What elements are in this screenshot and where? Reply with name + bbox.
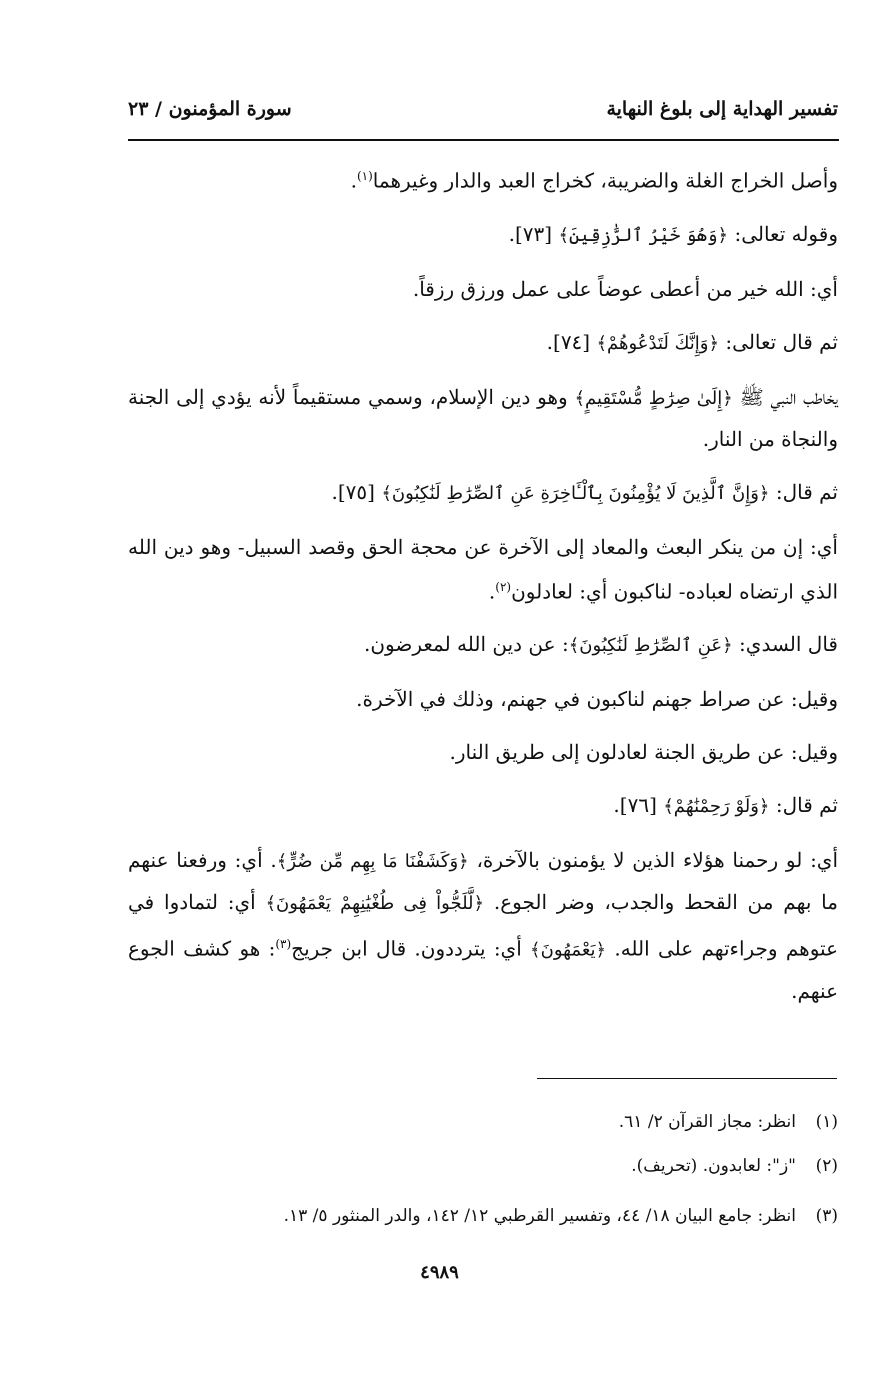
paragraph-6 — [128, 472, 838, 514]
paragraph-4 — [128, 322, 838, 364]
page-number: ٤٩٨٩ — [420, 1262, 459, 1283]
paragraph-5 — [128, 377, 838, 459]
paragraph-text: . أي: ورفعنا عنهم ما بهم من القحط والجدب، وضر الجوع. — [128, 848, 838, 915]
paragraph-1: وأصل الخراج الغلة والضريبة، كخراج العبد والدار وغيرهما$^{(١)}$. — [350, 168, 838, 193]
paragraph-11 — [128, 785, 838, 827]
book-title: تفسير الهداية إلى بلوغ النهاية — [606, 98, 838, 120]
paragraph-8 — [128, 624, 838, 666]
header-divider — [128, 139, 839, 141]
paragraph-text: أي: لتمادوا في عتوهم وجراءتهم على الله. — [128, 890, 839, 961]
paragraph-text: . — [488, 579, 496, 604]
quran-quote: ﴿إِلَىٰ صِرَٰطٍ مُّسْتَقِيمٍ﴾ — [574, 387, 733, 409]
paragraph-3 — [128, 269, 838, 309]
footnotes — [128, 1100, 838, 1238]
paragraph-text: ثم قال: — [769, 479, 838, 504]
paragraph-text: : هو كشف الجوع عنهم. — [128, 936, 838, 1003]
verse-number: [٧٦]. — [613, 793, 664, 818]
paragraph-text: ثم قال تعالى: — [719, 329, 838, 354]
footnote-number: (١) — [815, 1112, 838, 1132]
quran-quote: ﴿وَكَشَفْنَا مَا بِهِم مِّن ضُرٍّ﴾ — [276, 851, 469, 873]
paragraph-text: وهو دين الإسلام، وسمي مستقيماً لأنه يؤدي إلى الجنة والنجاة من النار. — [128, 384, 838, 451]
paragraph-12 — [128, 840, 838, 1011]
footnote-text: انظر: مجاز القرآن ٢/ ٦١. — [618, 1112, 796, 1132]
quran-quote: ﴿وَإِنَّكَ لَتَدْعُوهُمْ﴾ — [596, 332, 720, 354]
paragraph-text: ثم قال: — [769, 793, 838, 818]
footnote-divider — [537, 1078, 837, 1079]
paragraph-text: قال السدي: — [732, 632, 838, 657]
page-header — [128, 98, 838, 138]
footnote-item — [128, 1144, 838, 1188]
quran-quote: ﴿وَلَوْ رَحِمْنَٰهُمْ﴾ — [663, 796, 770, 818]
paragraph-text: : عن دين الله لمعرضون. — [363, 632, 569, 657]
footnote-ref-2[interactable]: (٢) — [495, 579, 512, 594]
footnote-text: انظر: جامع البيان ١٨/ ٤٤، وتفسير القرطبي ١٢/ ١٤٢، والدر المنثور ٥/ ١٣. — [283, 1206, 796, 1226]
paragraph-text: وقيل: عن طريق الجنة لعادلون إلى طريق النار. — [449, 740, 838, 765]
paragraph-10 — [128, 732, 838, 772]
footnote-ref-1[interactable]: (١) — [356, 169, 373, 183]
quran-quote: ﴿وَهُوَ خَيْرُ ٱلرَّٰزِقِينَ﴾ — [558, 224, 729, 246]
verse-number: [٧٥]. — [331, 479, 382, 504]
paragraph-text: يخاطب النبي ﷺ — [732, 384, 838, 409]
footnote-number: (٢) — [815, 1156, 838, 1176]
paragraph-text: وقوله تعالى: — [728, 221, 838, 246]
quran-quote: ﴿وَإِنَّ ٱلَّذِينَ لَا يُؤْمِنُونَ بِٱلْـَٔاخِرَةِ عَنِ ٱلصِّرَٰطِ لَنَٰكِبُونَ﴾ — [381, 482, 770, 504]
quran-quote: ﴿لَّلَجُّواْ فِى طُغْيَٰنِهِمْ يَعْمَهُونَ﴾ — [265, 893, 485, 915]
verse-number: [٧٤]. — [546, 329, 597, 354]
quran-quote: ﴿يَعْمَهُونَ﴾ — [530, 939, 607, 961]
paragraph-text: أي: الله خير من أعطى عوضاً على عمل ورزق رزقاً. — [412, 276, 838, 301]
quran-quote: ﴿عَنِ ٱلصِّرَٰطِ لَنَٰكِبُونَ﴾ — [568, 635, 733, 657]
paragraph-9 — [128, 679, 838, 719]
main-text — [128, 156, 838, 1024]
paragraph-text: أي: لو رحمنا هؤلاء الذين لا يؤمنون بالآخرة، — [468, 848, 839, 873]
footnote-number: (٣) — [815, 1206, 838, 1226]
footnote-item — [128, 1194, 838, 1238]
paragraph-text: أي: يترددون. قال ابن جريج — [291, 936, 531, 961]
footnote-item — [128, 1100, 838, 1144]
footnote-ref-3[interactable]: (٣) — [275, 937, 292, 952]
surah-page-label: سورة المؤمنون / ٢٣ — [128, 98, 292, 120]
footnote-text: "ز": لعابدون. (تحريف). — [631, 1156, 796, 1176]
paragraph-text: أي: إن من ينكر البعث والمعاد إلى الآخرة عن محجة الحق وقصد السبيل- وهو دين الله الذي ارتضاه لعباده- لناكبون أي: لعادلون — [128, 534, 838, 604]
paragraph-7 — [128, 527, 838, 612]
paragraph-text: وقيل: عن صراط جهنم لناكبون في جهنم، وذلك في الآخرة. — [356, 687, 838, 712]
paragraph-2 — [128, 214, 838, 256]
paragraph-text: وأصل الخراج الغلة والضريبة، كخراج العبد والدار وغيرهما — [372, 168, 838, 193]
verse-number: [٧٣]. — [508, 221, 559, 246]
